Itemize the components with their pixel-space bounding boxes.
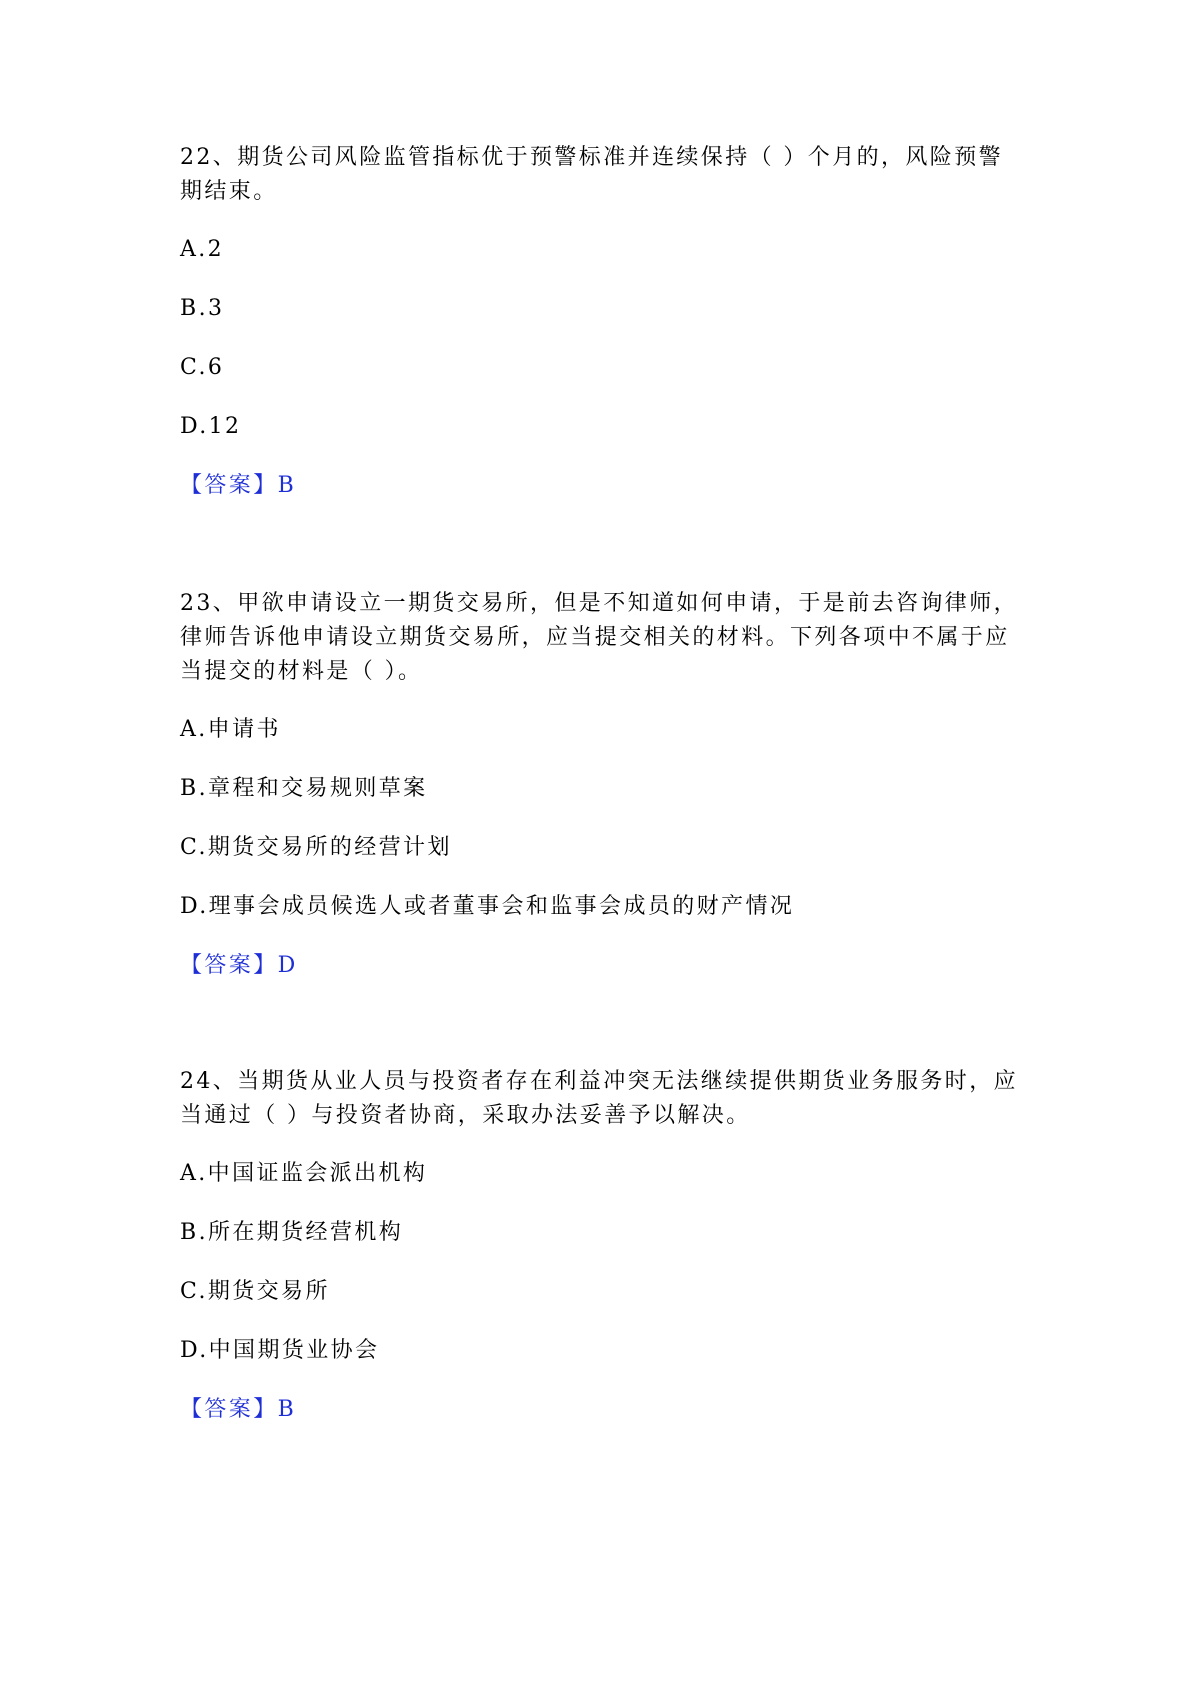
option-b: B.3	[180, 296, 225, 321]
option-a: A.2	[180, 237, 225, 262]
option-d: D.理事会成员候选人或者董事会和监事会成员的财产情况	[180, 894, 795, 919]
question-23	[180, 587, 1020, 983]
answer-label: 【答案】B	[180, 1397, 297, 1422]
option-c: C.6	[180, 355, 225, 380]
answer-label: 【答案】B	[180, 473, 297, 498]
question-22	[180, 141, 1020, 503]
option-c: C.期货交易所	[180, 1279, 330, 1304]
question-stem: 24、当期货从业人员与投资者存在利益冲突无法继续提供期货业务服务时，应当通过（ ）与投资者协商，采取办法妥善予以解决。	[180, 1069, 1018, 1128]
option-a: A.申请书	[180, 717, 281, 742]
option-d: D.12	[180, 414, 242, 439]
question-24	[180, 1065, 1020, 1427]
option-a: A.中国证监会派出机构	[180, 1161, 428, 1186]
question-stem: 23、甲欲申请设立一期货交易所，但是不知道如何申请，于是前去咨询律师，律师告诉他申请设立期货交易所，应当提交相关的材料。下列各项中不属于应当提交的材料是（ ）。	[180, 591, 1018, 684]
option-c: C.期货交易所的经营计划	[180, 835, 452, 860]
option-b: B.所在期货经营机构	[180, 1220, 404, 1245]
option-d: D.中国期货业协会	[180, 1338, 380, 1363]
answer-label: 【答案】D	[180, 953, 298, 978]
option-b: B.章程和交易规则草案	[180, 776, 428, 801]
question-stem: 22、期货公司风险监管指标优于预警标准并连续保持（ ）个月的，风险预警期结束。	[180, 145, 1003, 204]
